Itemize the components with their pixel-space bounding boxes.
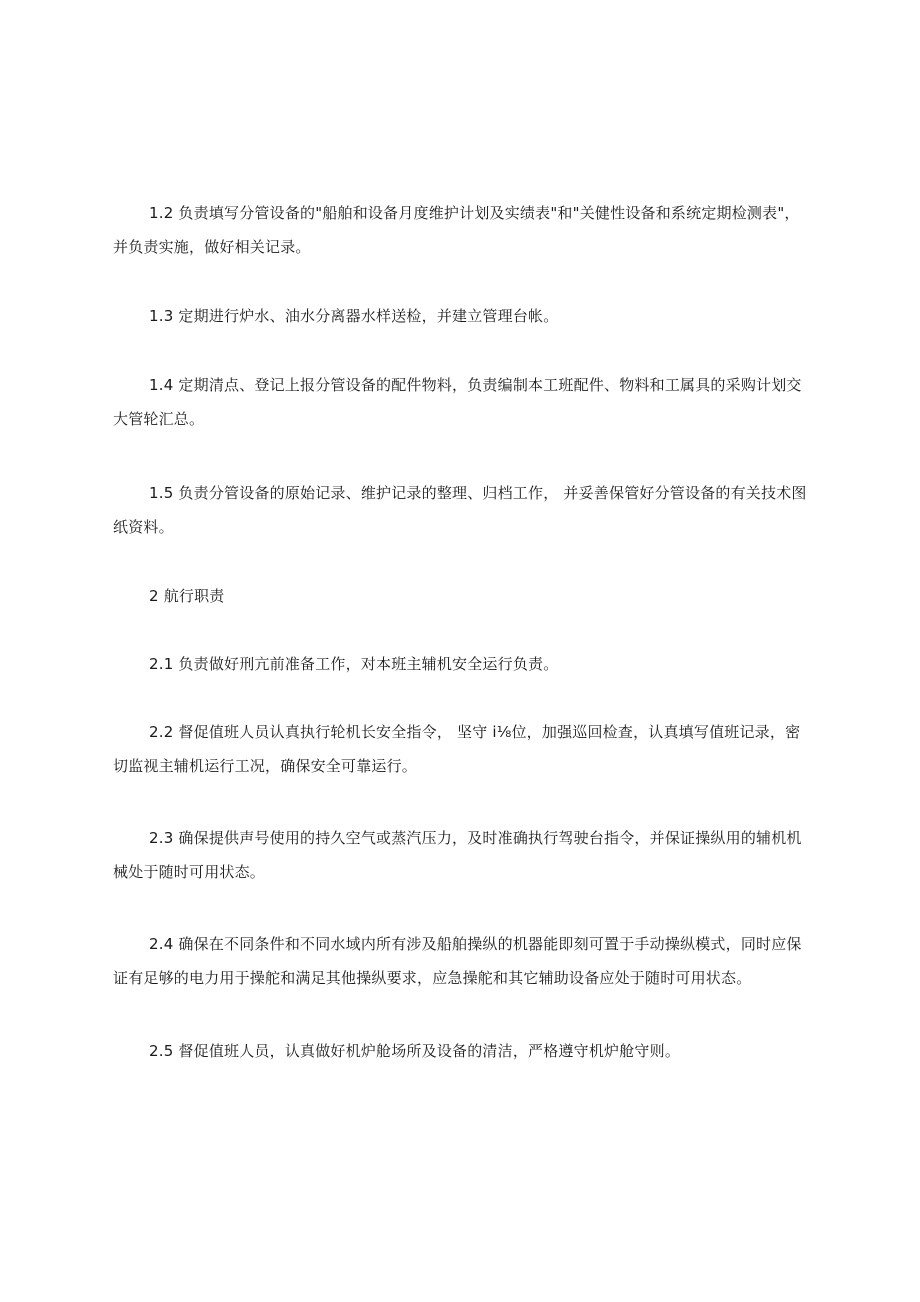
paragraph-1-5: 1.5 负责分管设备的原始记录、维护记录的整理、归档工作， 并妥善保管好分管设备的有关技术图纸资料。 xyxy=(113,484,807,536)
paragraph-2-2: 2.2 督促值班人员认真执行轮机长安全指令， 坚守 i⅛位，加强巡回检查，认真填写值班记录，密切监视主辅机运行工况，确保安全可靠运行。 xyxy=(113,723,801,775)
paragraph-1-4: 1.4 定期清点、登记上报分管设备的配件物料，负责编制本工班配件、物料和工属具的采购计划交大管轮汇总。 xyxy=(113,376,802,428)
paragraph-1-2: 1.2 负责填写分管设备的"船舶和设备月度维护计划及实绩表"和"关健性设备和系统定期检测表"，并负责实施，做好相关记录。 xyxy=(113,204,800,256)
paragraph-2-5: 2.5 督促值班人员，认真做好机炉舱场所及设备的清洁，严格遵守机炉舱守则。 xyxy=(149,1042,681,1060)
paragraph-2-4: 2.4 确保在不同条件和不同水域内所有涉及船舶操纵的机器能即刻可置于手动操纵模式，同时应保证有足够的电力用于操舵和满足其他操纵要求，应急操舵和其它辅助设备应处于随时可用状态。 xyxy=(113,935,802,987)
paragraph-1-3: 1.3 定期进行炉水、油水分离器水样送检，并建立管理台帐。 xyxy=(149,307,559,325)
paragraph-2-3: 2.3 确保提供声号使用的持久空气或蒸汽压力，及时准确执行驾驶台指令，并保证操纵用的辅机机械处于随时可用状态。 xyxy=(113,829,802,881)
section-heading-2: 2 航行职责 xyxy=(149,587,225,605)
paragraph-2-1: 2.1 负责做好刑亢前准备工作，对本班主辅机安全运行负责。 xyxy=(149,655,559,673)
